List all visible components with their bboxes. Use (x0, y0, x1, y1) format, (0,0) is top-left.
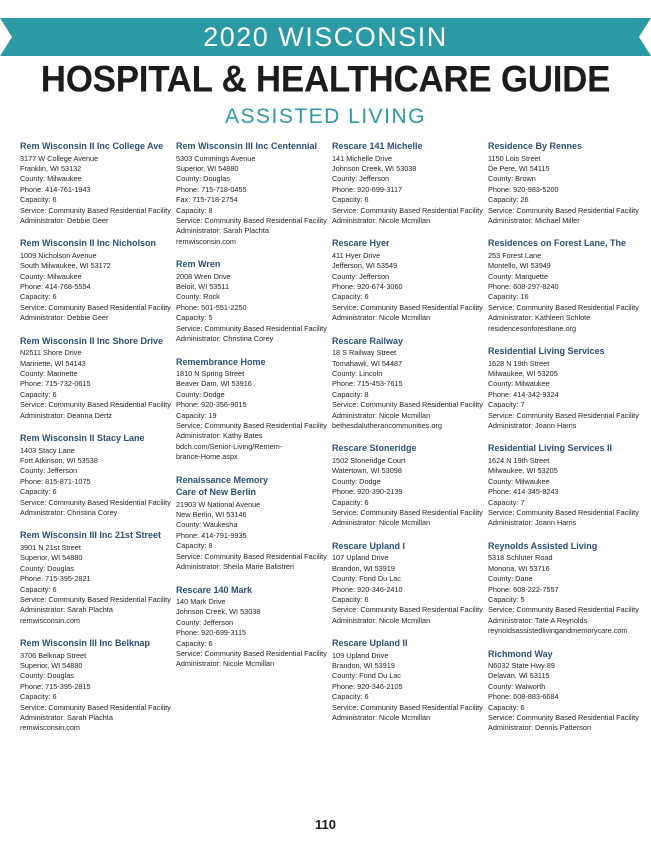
facility-detail-line: 3901 N 21st Street (20, 542, 81, 552)
facility-name: Residence By Rennes (488, 141, 583, 151)
facility-detail-line: reynoldsassistedlivingandmemorycare.com (488, 626, 628, 636)
facility-entry (20, 638, 170, 734)
facility-detail-line: brance-Home.aspx (176, 452, 238, 462)
facility-detail-line: Phone: 920-356-9015 (176, 400, 247, 410)
facility-detail-line: Milwaukee, WI 53205 (488, 369, 558, 378)
facility-detail-line: Service: Community Based Residential Facility (488, 302, 639, 312)
facility-detail-line: 140 Mark Drive (176, 597, 226, 606)
facility-detail-line: Phone: 715-395-2815 (20, 681, 91, 691)
facility-detail-line: Administrator: Sheila Marie Balistreri (176, 562, 295, 572)
facility-detail-line: Fort Atkinson, WI 53538 (20, 455, 98, 465)
facility-detail-line: Phone: 608-222-7557 (488, 584, 559, 594)
facility-detail-line: Capacity: 7 (488, 400, 525, 410)
facility-entry (176, 475, 326, 573)
facility-detail-line: remwisconsin.com (20, 723, 81, 733)
facility-detail-line: Service: Community Based Residential Facility (20, 205, 171, 215)
facility-detail-line: remwisconsin.com (176, 236, 237, 246)
facility-detail-line: County: Dodge (332, 476, 381, 486)
facility-detail-line: 21903 W National Avenue (176, 499, 261, 509)
facility-name: Rem Wisconsin II Inc Nicholson (20, 238, 156, 249)
facility-detail-line: Capacity: 6 (176, 638, 213, 648)
facility-detail-line: Jefferson, WI 53549 (332, 261, 398, 271)
facility-detail-line: 1502 Stoneridge Court (332, 455, 406, 465)
facility-detail-line: Service: Community Based Residential Facility (332, 205, 483, 215)
facility-name: Renaissance Memory (176, 474, 269, 485)
facility-detail-line: Administrator: Nicole Mcmillan (332, 313, 431, 323)
facility-detail-line: Tomahawk, WI 54487 (332, 358, 403, 368)
facility-detail-line: County: Jefferson (332, 271, 390, 281)
page-title: HOSPITAL & HEALTHCARE GUIDE (40, 59, 611, 100)
facility-name: Residential Living Services II (488, 443, 613, 454)
facility-detail-line: Administrator: Sarah Plachta (176, 226, 269, 236)
facility-detail-line: Phone: 920-674-3060 (332, 282, 403, 292)
facility-detail-line: Phone: 501-551-2250 (176, 302, 247, 312)
facility-detail-line: Capacity: 8 (176, 205, 213, 215)
facility-detail-line: Administrator: Debbie Geer (20, 313, 109, 323)
facility-entry (176, 259, 326, 344)
facility-entry (20, 433, 170, 518)
facility-entry (176, 585, 326, 670)
facility-detail-line: Service: Community Based Residential Facility (20, 497, 171, 507)
facility-detail-line: Service: Community Based Residential Facility (176, 551, 327, 561)
facility-name: Rem Wisconsin II Inc College Ave (20, 141, 164, 151)
facility-name: Residences on Forest Lane, The (488, 238, 627, 249)
facility-detail-line: Phone: 920-699-3117 (332, 184, 403, 194)
facility-detail-line: New Berlin, WI 53146 (176, 510, 247, 520)
listing-column-3 (332, 141, 482, 735)
facility-detail-line: Superior, WI 54880 (20, 553, 83, 563)
facility-detail-line: County: Lincoln (332, 369, 383, 378)
facility-detail-line: bdch.com/Senior-Living/Remem- (176, 441, 283, 451)
facility-detail-line: Service: Community Based Residential Facility (332, 302, 483, 312)
facility-detail-line: Service: Community Based Residential Facility (332, 507, 483, 517)
facility-name: Rescare 140 Mark (176, 584, 253, 595)
facility-detail-line: County: Milwaukee (488, 476, 550, 486)
facility-detail-line: Service: Community Based Residential Facility (488, 605, 639, 615)
band-title: 2020 WISCONSIN (203, 22, 448, 52)
facility-entry (20, 238, 170, 323)
facility-entry (20, 141, 170, 226)
facility-detail-line: Phone: 715-395-2821 (20, 574, 91, 584)
facility-detail-line: 1628 N 19th Street (488, 358, 550, 368)
facility-detail-line: Superior, WI 54880 (20, 661, 83, 671)
facility-detail-line: Capacity: 6 (20, 389, 57, 399)
facility-detail-line: 3706 Belknap Street (20, 650, 87, 660)
facility-detail-line: 141 Michelle Drive (332, 153, 393, 163)
facility-detail-line: Capacity: 6 (20, 292, 57, 302)
facility-detail-line: 3177 W College Avenue (20, 153, 99, 163)
facility-detail-line: Marinette, WI 54143 (20, 358, 86, 368)
facility-detail-line: De Pere, WI 54115 (488, 163, 550, 173)
facility-detail-line: County: Marquette (488, 271, 549, 281)
facility-detail-line: Phone: 715-718-0455 (176, 184, 247, 194)
facility-detail-line: Brandon, WI 53919 (332, 563, 395, 573)
facility-entry (332, 141, 482, 226)
facility-detail-line: Administrator: Kathy Bates (176, 431, 263, 441)
facility-detail-line: Monona, WI 53716 (488, 563, 550, 573)
facility-detail-line: Montello, WI 53949 (488, 261, 551, 271)
facility-detail-line: Capacity: 6 (332, 195, 369, 205)
facility-detail-line: Watertown, WI 53098 (332, 466, 402, 476)
facility-name: Rem Wisconsin II Stacy Lane (20, 433, 145, 444)
facility-entry (488, 649, 638, 734)
facility-detail-line: County: Jefferson (176, 617, 234, 627)
listing-column-4 (488, 141, 638, 746)
facility-detail-line: County: Rock (176, 292, 220, 302)
facility-detail-line: County: Milwaukee (488, 379, 550, 389)
facility-detail-line: Administrator: Joann Harris (488, 421, 577, 431)
facility-detail-line: remwisconsin.com (20, 615, 81, 625)
facility-entry (332, 541, 482, 626)
facility-detail-line: County: Fond Du Lac (332, 574, 401, 584)
facility-detail-line: Service: Community Based Residential Facility (20, 702, 171, 712)
facility-name: Residential Living Services (488, 346, 605, 357)
facility-name: Rem Wren (176, 259, 221, 270)
facility-detail-line: Franklin, WI 53132 (20, 163, 82, 173)
facility-detail-line: Capacity: 6 (332, 692, 369, 702)
facility-entry (488, 141, 638, 226)
facility-detail-line: County: Douglas (20, 671, 74, 681)
facility-detail-line: Brandon, WI 53919 (332, 661, 395, 671)
facility-detail-line: County: Douglas (20, 563, 74, 573)
facility-detail-line: Capacity: 6 (20, 195, 57, 205)
facility-detail-line: Service: Community Based Residential Facility (488, 410, 639, 420)
facility-detail-line: Administrator: Nicole Mcmillan (332, 410, 431, 420)
facility-detail-line: Service: Community Based Residential Facility (176, 649, 327, 659)
facility-detail-line: 1810 N Spring Street (176, 369, 245, 378)
facility-detail-line: Administrator: Tate A Reynolds (488, 615, 588, 625)
facility-detail-line: Beloit, WI 53511 (176, 282, 229, 292)
listing-column-1 (20, 141, 170, 746)
facility-name: Rescare 141 Michelle (332, 141, 423, 151)
facility-detail-line: Phone: 815-871-1075 (20, 476, 91, 486)
facility-detail-line: Service: Community Based Residential Facility (488, 205, 639, 215)
facility-detail-line: South Milwaukee, WI 53172 (20, 261, 111, 271)
facility-detail-line: County: Douglas (176, 174, 230, 184)
facility-detail-line: bethesdalutherancommunities.org (332, 421, 442, 431)
facility-detail-line: Service: Community Based Residential Facility (332, 702, 483, 712)
facility-detail-line: Service: Community Based Residential Facility (488, 507, 639, 517)
facility-detail-line: County: Dane (488, 574, 533, 584)
facility-detail-line: 5303 Cummings Avenue (176, 153, 256, 163)
facility-detail-line: County: Milwaukee (20, 174, 82, 184)
facility-detail-line: Capacity: 6 (20, 487, 57, 497)
facility-name: Richmond Way (488, 648, 553, 659)
facility-entry (176, 141, 326, 247)
facility-name: Rem Wisconsin III Inc Belknap (20, 638, 150, 649)
facility-detail-line: Administrator: Joann Harris (488, 518, 577, 528)
facility-detail-line: Administrator: Nicole Mcmillan (332, 215, 431, 225)
facility-detail-line: Phone: 920-983-5200 (488, 184, 559, 194)
facility-detail-line: Administrator: Nicole Mcmillan (176, 659, 275, 669)
facility-detail-line: Administrator: Nicole Mcmillan (332, 518, 431, 528)
section-subtitle: ASSISTED LIVING (224, 105, 427, 128)
facility-detail-line: Phone: 920-346-2105 (332, 681, 403, 691)
facility-detail-line: Service: Community Based Residential Facility (20, 400, 171, 410)
facility-name: Rescare Upland I (332, 540, 406, 551)
facility-name: Rescare Hyer (332, 238, 390, 249)
facility-name: Rescare Upland II (332, 638, 408, 649)
facility-detail-line: Phone: 920-346-2410 (332, 584, 403, 594)
facility-detail-line: County: Jefferson (332, 174, 390, 184)
facility-detail-line: Phone: 715-732-0615 (20, 379, 91, 389)
facility-detail-line: County: Jefferson (20, 466, 78, 476)
facility-detail-line: Capacity: 16 (488, 292, 529, 302)
facility-detail-line: Capacity: 6 (20, 692, 57, 702)
facility-detail-line: Administrator: Deanna Dertz (20, 410, 113, 420)
facility-entry (488, 541, 638, 637)
facility-detail-line: Administrator: Christina Corey (176, 334, 274, 344)
facility-name: Rescare Railway (332, 335, 404, 346)
facility-name: Rescare Stoneridge (332, 443, 417, 454)
facility-detail-line: Phone: 920-390-2139 (332, 487, 403, 497)
facility-detail-line: Capacity: 5 (488, 594, 525, 604)
facility-detail-line: Capacity: 26 (488, 195, 529, 205)
facility-detail-line: 1009 Nicholson Avenue (20, 250, 97, 260)
facility-detail-line: Service: Community Based Residential Facility (488, 713, 639, 723)
facility-name: Rem Wisconsin III Inc 21st Street (20, 530, 161, 541)
facility-detail-line: County: Waukesha (176, 520, 238, 530)
facility-detail-line: Administrator: Dennis Patterson (488, 723, 592, 733)
facility-detail-line: Capacity: 6 (332, 292, 369, 302)
facility-detail-line: Administrator: Sarah Plachta (20, 605, 113, 615)
facility-detail-line: 1150 Lois Street (488, 153, 541, 163)
facility-detail-line: Administrator: Nicole Mcmillan (332, 713, 431, 723)
facility-detail-line: 18 S Railway Street (332, 348, 397, 358)
facility-detail-line: Capacity: 6 (332, 497, 369, 507)
facility-detail-line: 107 Upland Drive (332, 553, 389, 563)
facility-detail-line: Service: Community Based Residential Facility (20, 594, 171, 604)
facility-detail-line: 5318 Schluter Road (488, 553, 553, 563)
listing-column-2 (176, 141, 326, 682)
facility-detail-line: Phone: 414-342-9324 (488, 389, 559, 399)
facility-detail-line: Capacity: 19 (176, 410, 217, 420)
facility-entry (332, 238, 482, 323)
facility-detail-line: 2008 Wren Drive (176, 271, 231, 281)
facility-detail-line: Phone: 414-768-5554 (20, 282, 91, 292)
facility-detail-line: Johnson Creek, WI 53038 (332, 163, 417, 173)
facility-entry (176, 357, 326, 463)
facility-name: Remembrance Home (176, 356, 266, 367)
facility-detail-line: Milwaukee, WI 53205 (488, 466, 558, 476)
facility-detail-line: Fax: 715-718-2754 (176, 195, 238, 205)
facility-detail-line: Delavan, WI 53115 (488, 671, 550, 681)
facility-detail-line: Beaver Dam, WI 53916 (176, 379, 252, 389)
facility-detail-line: Service: Community Based Residential Facility (176, 323, 327, 333)
facility-detail-line: N2511 Shore Drive (20, 348, 82, 358)
facility-detail-line: Capacity: 8 (332, 389, 369, 399)
facility-entry (488, 443, 638, 528)
facility-name: Rem Wisconsin II Inc Shore Drive (20, 335, 163, 346)
facility-detail-line: Administrator: Christina Corey (20, 507, 118, 517)
facility-entry (332, 638, 482, 723)
facility-detail-line: Phone: 608-883-6684 (488, 692, 559, 702)
facility-detail-line: Johnson Creek, WI 53038 (176, 607, 261, 617)
facility-detail-line: 1624 N 19th Street (488, 455, 550, 465)
page-number: 110 (315, 817, 336, 832)
facility-detail-line: 253 Forest Lane (488, 250, 542, 260)
facility-detail-line: Capacity: 7 (488, 497, 525, 507)
facility-detail-line: N6032 State Hwy 89 (488, 661, 555, 671)
facility-detail-line: Service: Community Based Residential Facility (176, 215, 327, 225)
facility-detail-line: Service: Community Based Residential Facility (332, 605, 483, 615)
facility-entry (332, 443, 482, 528)
facility-detail-line: County: Brown (488, 174, 536, 184)
facility-detail-line: Administrator: Kathleen Schlote (488, 313, 591, 323)
facility-detail-line: Phone: 715-453-7615 (332, 379, 403, 389)
facility-detail-line: 1403 Stacy Lane (20, 445, 75, 455)
facility-detail-line: County: Milwaukee (20, 271, 82, 281)
facility-entry (488, 238, 638, 334)
facility-detail-line: County: Fond Du Lac (332, 671, 401, 681)
facility-detail-line: Phone: 608-297-8240 (488, 282, 559, 292)
facility-detail-line: Capacity: 6 (332, 594, 369, 604)
facility-detail-line: County: Walworth (488, 681, 546, 691)
facility-detail-line: Capacity: 6 (20, 584, 57, 594)
facility-detail-line: Capacity: 8 (176, 541, 213, 551)
facility-entry (20, 336, 170, 421)
facility-name: Rem Wisconsin III Inc Centennial (176, 141, 317, 151)
facility-detail-line: Phone: 414-761-1943 (20, 184, 91, 194)
facility-detail-line: residencesonforestlane.org (488, 323, 577, 333)
facility-detail-line: Phone: 920-699-3115 (176, 628, 247, 638)
facility-detail-line: County: Dodge (176, 389, 225, 399)
facility-detail-line: Administrator: Michael Miller (488, 215, 580, 225)
facility-entry (488, 346, 638, 431)
facility-detail-line: Service: Community Based Residential Facility (332, 400, 483, 410)
facility-detail-line: County: Marinette (20, 369, 78, 378)
facility-detail-line: Capacity: 6 (488, 702, 525, 712)
facility-detail-line: Service: Community Based Residential Facility (176, 421, 327, 431)
facility-name: Reynolds Assisted Living (488, 540, 598, 551)
facility-detail-line: Administrator: Debbie Geer (20, 215, 109, 225)
facility-detail-line: Capacity: 5 (176, 313, 213, 323)
facility-entry (20, 530, 170, 626)
facility-detail-line: Phone: 414-345-8243 (488, 487, 559, 497)
facility-entry (332, 336, 482, 432)
facility-detail-line: Service: Community Based Residential Facility (20, 302, 171, 312)
facility-detail-line: Administrator: Nicole Mcmillan (332, 615, 431, 625)
facility-name: Care of New Berlin (176, 487, 257, 498)
facility-detail-line: 109 Upland Drive (332, 650, 389, 660)
facility-detail-line: Phone: 414-791-9935 (176, 530, 247, 540)
facility-detail-line: Superior, WI 54880 (176, 163, 239, 173)
facility-detail-line: Administrator: Sarah Plachta (20, 713, 113, 723)
facility-detail-line: 411 Hyer Drive (332, 250, 381, 260)
